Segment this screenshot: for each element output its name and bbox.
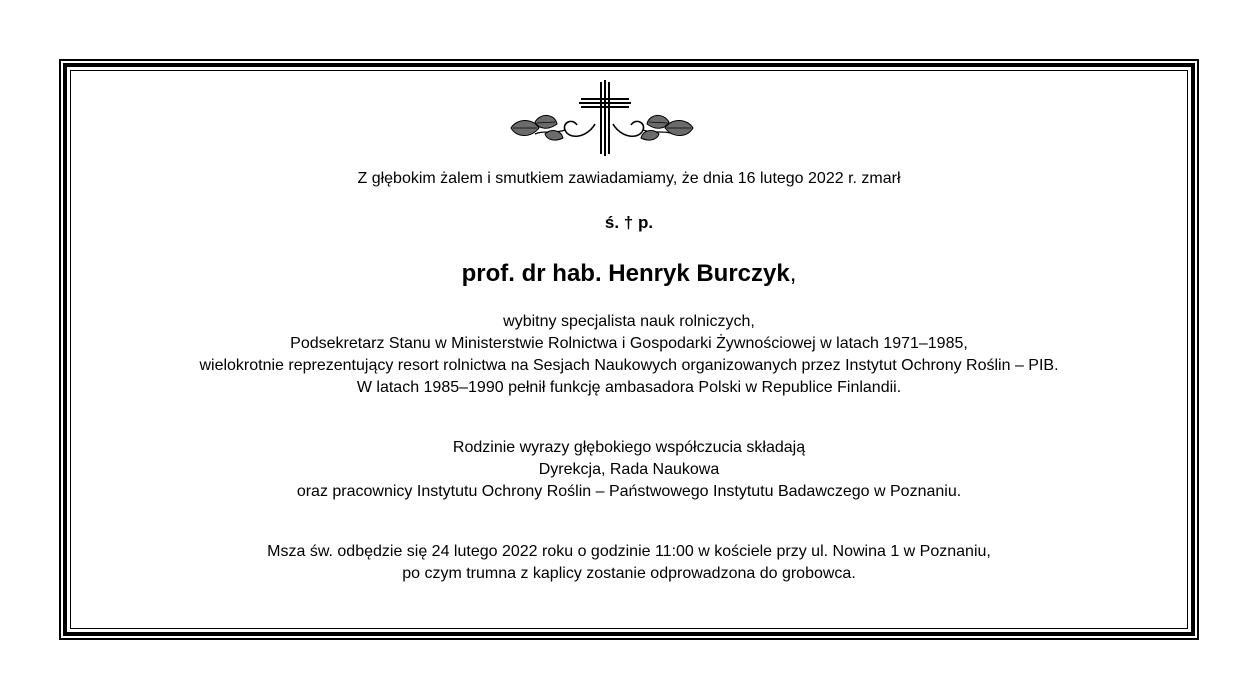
condolences-line: oraz pracownicy Instytutu Ochrony Roślin – Państwowego Instytutu Badawczego w Poznaniu. — [296, 483, 962, 500]
cross-with-leaves-icon — [507, 78, 697, 158]
deceased-name-line — [70, 259, 1188, 289]
intro-text: Z głębokim żalem i smutkiem zawiadamiamy, że dnia 16 lutego 2022 r. zmarł — [357, 170, 901, 187]
obituary-notice — [70, 70, 1188, 629]
abbreviation-text: ś. † p. — [604, 213, 654, 232]
name-suffix: , — [789, 260, 797, 287]
bio-line: W latach 1985–1990 pełnił funkcję ambasadora Polski w Republice Finlandii. — [356, 379, 902, 396]
deceased-name: prof. dr hab. Henryk Burczyk — [461, 260, 790, 287]
funeral-line: po czym trumna z kaplicy zostanie odprowadzona do grobowca. — [402, 565, 856, 582]
funeral-line: Msza św. odbędzie się 24 lutego 2022 roku o godzinie 11:00 w kościele przy ul. Nowina 1 w Poznaniu, — [267, 543, 991, 560]
bio-line: wybitny specjalista nauk rolniczych, — [503, 313, 755, 330]
condolences-line: Rodzinie wyrazy głębokiego współczucia składają — [452, 439, 806, 456]
bio-line: Podsekretarz Stanu w Ministerstwie Rolnictwa i Gospodarki Żywnościowej w latach 1971–1985, — [290, 335, 968, 352]
condolences-line: Dyrekcja, Rada Naukowa — [538, 461, 720, 478]
bio-line: wielokrotnie reprezentujący resort rolnictwa na Sesjach Naukowych organizowanych przez Instytut Ochrony Roślin – PIB. — [199, 357, 1059, 374]
